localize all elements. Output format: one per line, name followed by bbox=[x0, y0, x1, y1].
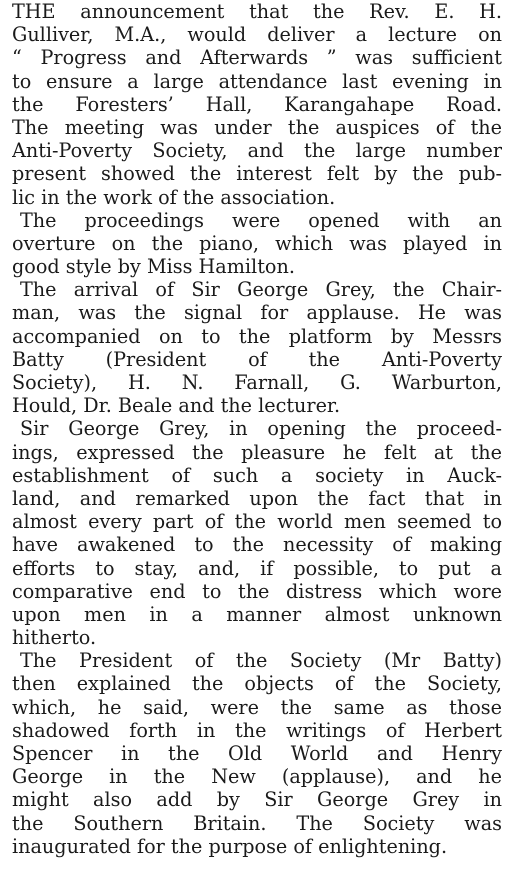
paragraph-5 bbox=[12, 649, 502, 858]
text-line: upon men in a manner almost unknown bbox=[12, 602, 502, 626]
text-line: “ Progress and Afterwards ” was sufficient bbox=[12, 46, 502, 70]
text-line: overture on the piano, which was played in bbox=[12, 231, 502, 255]
text-line: The proceedings were opened with an bbox=[20, 208, 502, 232]
text-line: to ensure a large attendance last evening in bbox=[12, 69, 502, 93]
text-line: land, and remarked upon the fact that in bbox=[12, 486, 502, 510]
text-line: present showed the interest felt by the pub- bbox=[12, 162, 502, 186]
text-line: lic in the work of the association. bbox=[12, 185, 336, 209]
text-line: The meeting was under the auspices of the bbox=[12, 115, 502, 139]
text-line: shadowed forth in the writings of Herbert bbox=[12, 718, 502, 742]
article-column bbox=[12, 0, 502, 858]
text-line: Hould, Dr. Beale and the lecturer. bbox=[12, 394, 341, 418]
text-line: ings, expressed the pleasure he felt at the bbox=[12, 440, 502, 464]
text-line: hitherto. bbox=[12, 626, 97, 650]
text-line: Society), H. N. Farnall, G. Warburton, bbox=[12, 371, 502, 394]
paragraph-3 bbox=[12, 278, 502, 417]
text-line: comparative end to the distress which wore bbox=[12, 579, 502, 603]
text-line: Gulliver, M.A., would deliver a lecture on bbox=[12, 23, 502, 47]
text-line: efforts to stay, and, if possible, to put a bbox=[12, 556, 502, 580]
text-line: the Foresters’ Hall, Karangahape Road. bbox=[12, 92, 502, 116]
text-line: Batty (President of the Anti-Poverty bbox=[12, 347, 502, 371]
text-line: Anti-Poverty Society, and the large number bbox=[12, 139, 502, 163]
text-line: then explained the objects of the Society, bbox=[12, 672, 502, 696]
text-line: man, was the signal for applause. He was bbox=[12, 301, 502, 325]
paragraph-2 bbox=[12, 209, 502, 279]
text-line: establishment of such a society in Auck- bbox=[12, 463, 502, 487]
text-line: might also add by Sir George Grey in bbox=[12, 788, 502, 812]
text-line: accompanied on to the platform by Messrs bbox=[12, 324, 502, 348]
text-line: which, he said, were the same as those bbox=[12, 695, 502, 719]
text-line: THE announcement that the Rev. E. H. bbox=[12, 0, 502, 23]
text-line: Spencer in the Old World and Henry bbox=[12, 742, 502, 765]
paragraph-1 bbox=[12, 0, 502, 209]
text-line: almost every part of the world men seemed to bbox=[12, 510, 502, 534]
text-line: The President of the Society (Mr Batty) bbox=[20, 649, 502, 673]
text-line: good style by Miss Hamilton. bbox=[12, 255, 295, 279]
text-line: inaugurated for the purpose of enlightening. bbox=[12, 834, 448, 858]
text-line: George in the New (applause), and he bbox=[12, 765, 502, 789]
text-line: have awakened to the necessity of making bbox=[12, 533, 502, 557]
paragraph-4 bbox=[12, 417, 502, 649]
text-line: The arrival of Sir George Grey, the Chair- bbox=[20, 278, 502, 302]
text-line: the Southern Britain. The Society was bbox=[12, 811, 502, 835]
text-line: Sir George Grey, in opening the proceed- bbox=[20, 417, 502, 441]
